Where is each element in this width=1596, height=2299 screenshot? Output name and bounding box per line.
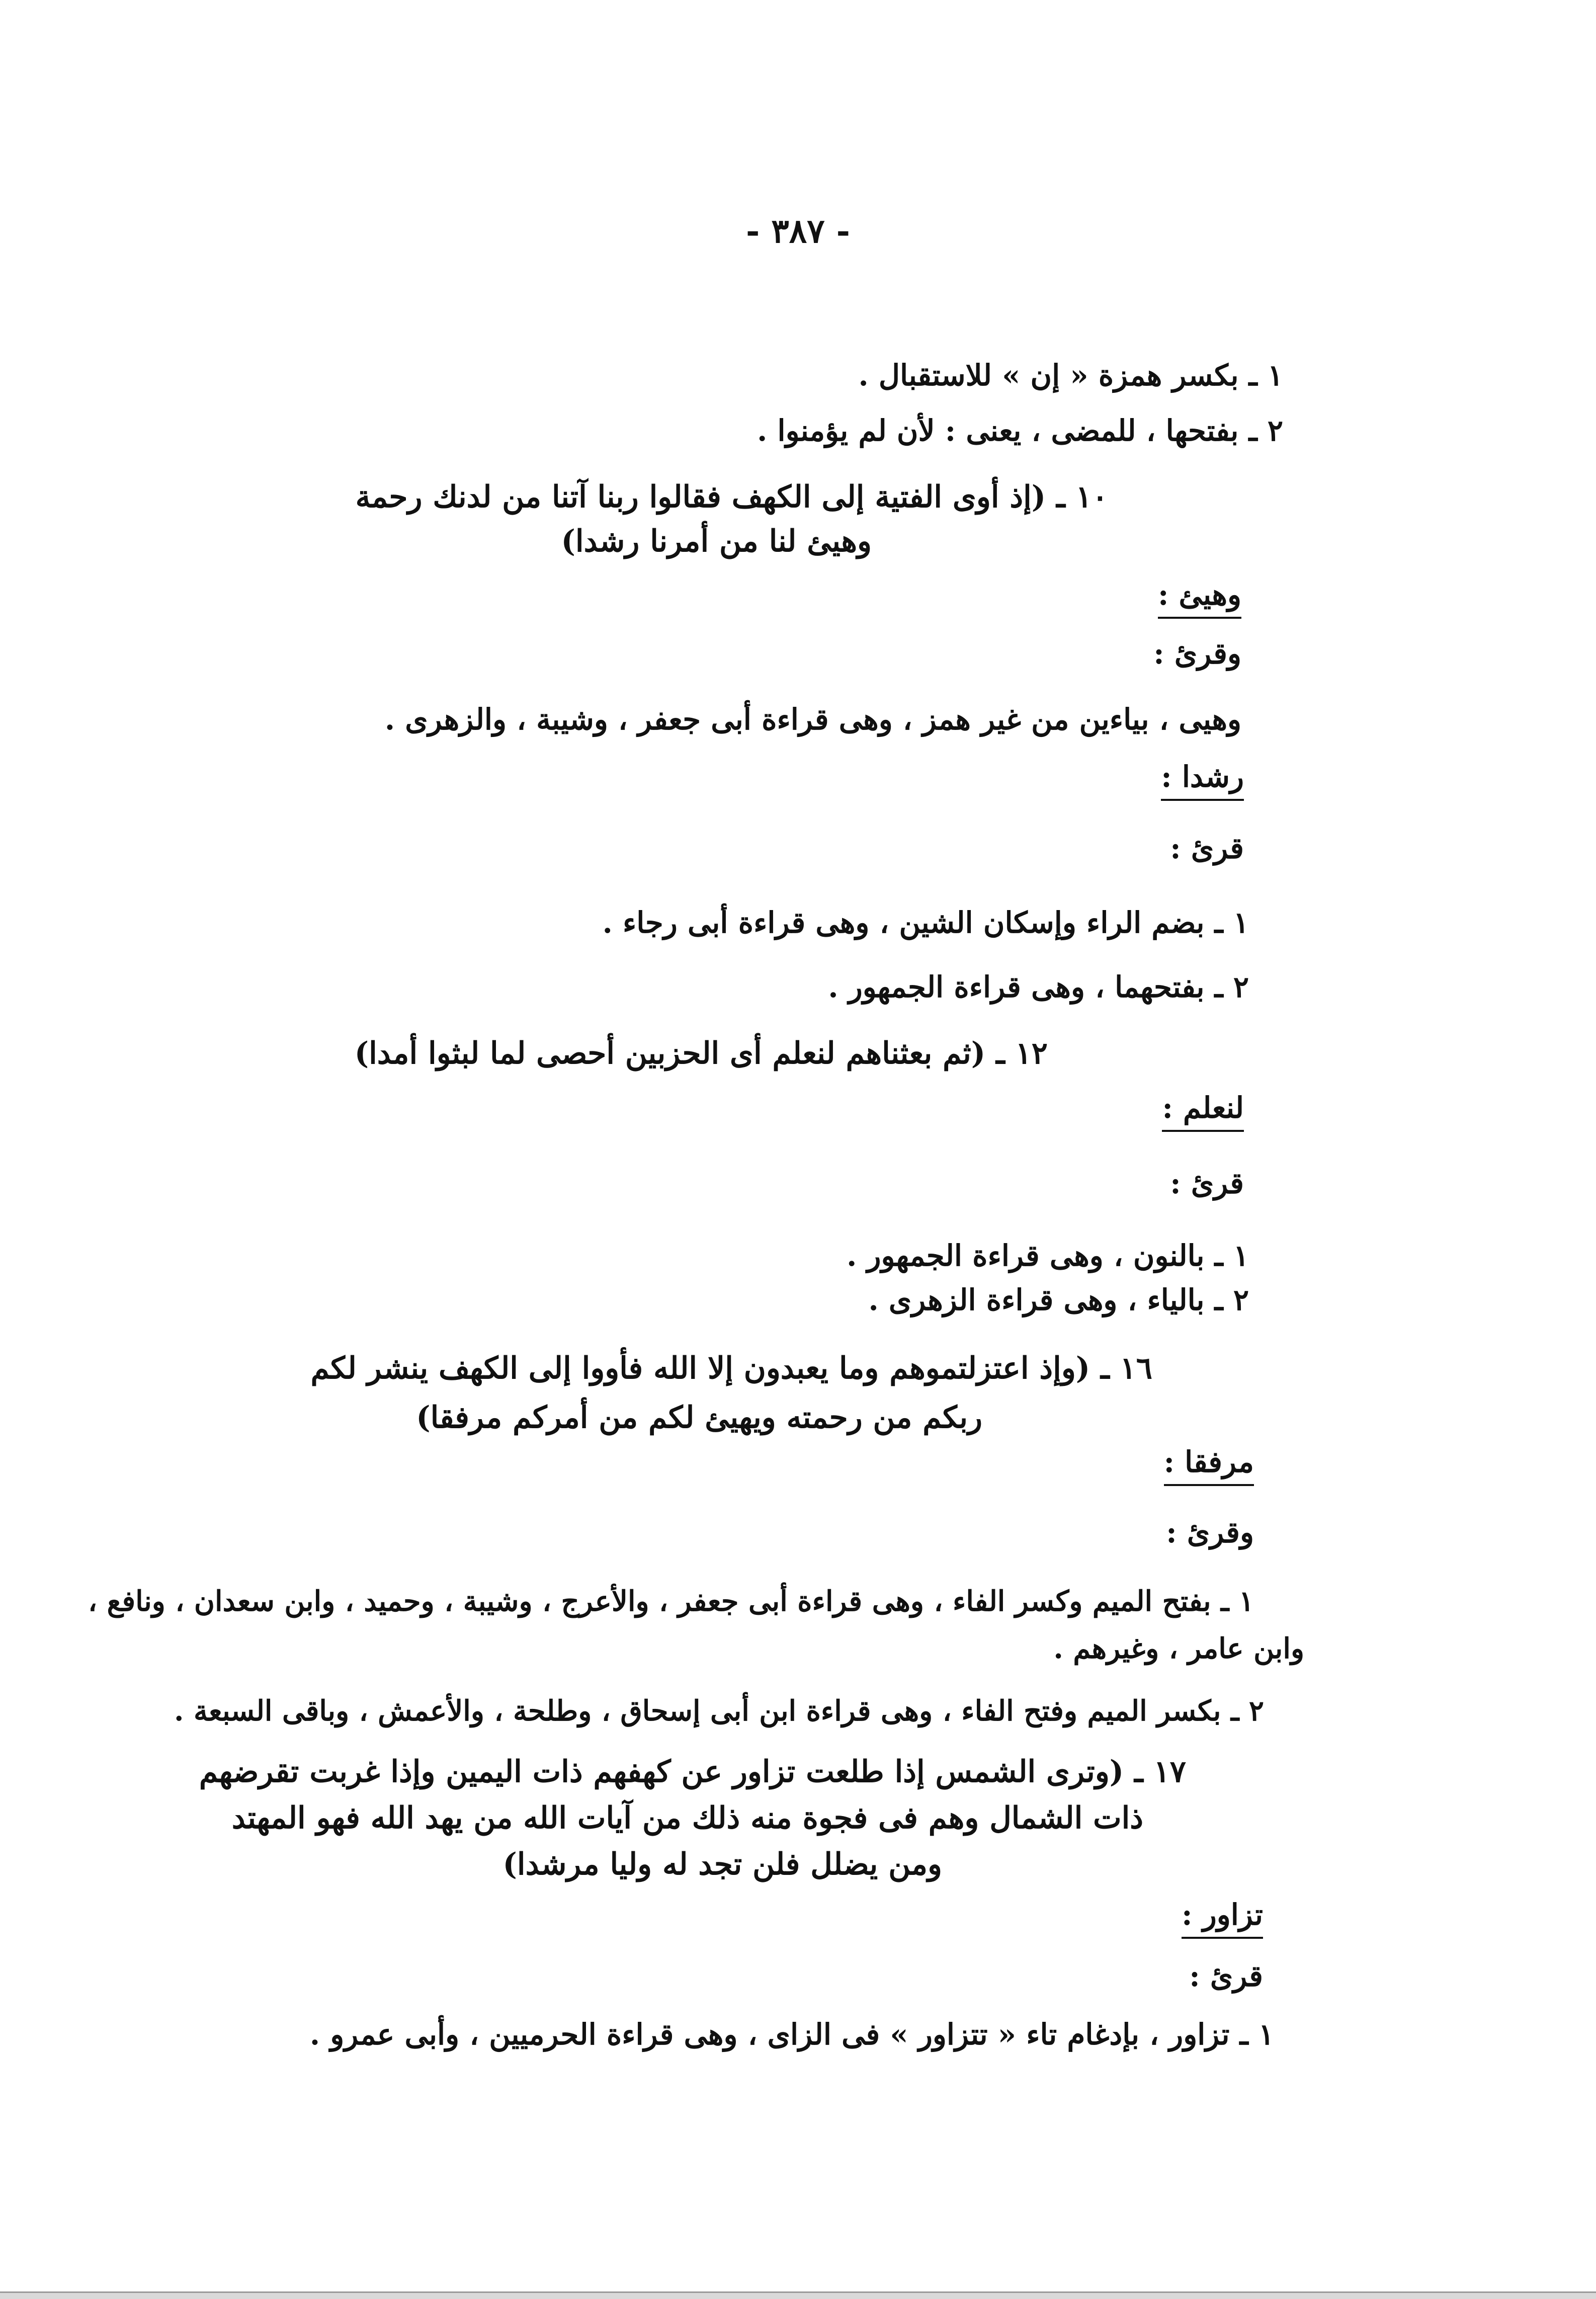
reading-line-rashadan-2: ٢ ـ بفتحهما ، وهى قراءة الجمهور . xyxy=(828,970,1249,1004)
heading-wahayyi: وهيئ : xyxy=(1158,578,1241,619)
reading-line-linalam-2: ٢ ـ بالياء ، وهى قراءة الزهرى . xyxy=(868,1283,1249,1317)
heading-mirfaqa: مرفقا : xyxy=(1164,1445,1254,1486)
verse-17-line-1: ١٧ ـ (وترى الشمس إذا طلعت تزاور عن كهفهم ذات اليمين وإذا غربت تقرضهم xyxy=(199,1754,1186,1789)
verse-10-line-1: ١٠ ـ (إذ أوى الفتية إلى الكهف فقالوا ربنا آتنا من لدنك رحمة xyxy=(355,479,1108,515)
reading-line-mirfaqa-1b: وابن عامر ، وغيرهم . xyxy=(1053,1632,1304,1665)
heading-rashadan: رشدا : xyxy=(1161,760,1244,801)
verse-12: ١٢ ـ (ثم بعثناهم لنعلم أى الحزبين أحصى لما لبثوا أمدا) xyxy=(354,1036,1048,1071)
heading-quri-3: قرئ : xyxy=(1170,1166,1244,1200)
reading-line-rashadan-1: ١ ـ بضم الراء وإسكان الشين ، وهى قراءة أبى رجاء . xyxy=(602,906,1249,940)
heading-quri-5: قرئ : xyxy=(1189,1959,1263,1993)
reading-line-mirfaqa-1a: ١ ـ بفتح الميم وكسر الفاء ، وهى قراءة أبى جعفر ، والأعرج ، وشيبة ، وحميد ، وابن سعدان ، ونافع ، xyxy=(88,1585,1254,1618)
heading-quri-4: وقرئ : xyxy=(1166,1515,1254,1549)
note-line-2: ٢ ـ بفتحها ، للمضى ، يعنى : لأن لم يؤمنوا . xyxy=(757,414,1283,448)
heading-tazawar: تزاور : xyxy=(1182,1898,1263,1939)
verse-17-line-3: ومن يضلل فلن تجد له وليا مرشدا) xyxy=(502,1847,942,1882)
note-line-1: ١ ـ بكسر همزة « إن » للاستقبال . xyxy=(858,358,1283,392)
page-number: - ٣٨٧ - xyxy=(745,211,851,251)
verse-10-line-2: وهيئ لنا من أمرنا رشدا) xyxy=(561,524,872,559)
viewer-bottom-edge xyxy=(0,2291,1596,2299)
verse-17-line-2: ذات الشمال وهم فى فجوة منه ذلك من آيات الله من يهد الله فهو المهتد xyxy=(231,1800,1143,1836)
heading-quri-2: قرئ : xyxy=(1170,831,1244,865)
reading-line-linalam-1: ١ ـ بالنون ، وهى قراءة الجمهور . xyxy=(847,1239,1249,1273)
verse-16-line-2: ربكم من رحمته ويهيئ لكم من أمركم مرفقا) xyxy=(416,1400,982,1435)
heading-quri-1: وقرئ : xyxy=(1153,636,1241,671)
reading-line-wahayyi: وهيى ، بياءين من غير همز ، وهى قراءة أبى جعفر ، وشيبة ، والزهرى . xyxy=(384,702,1241,736)
reading-line-tazawar-1: ١ ـ تزاور ، بإدغام تاء « تتزاور » فى الزاى ، وهى قراءة الحرميين ، وأبى عمرو . xyxy=(309,2017,1274,2051)
verse-16-line-1: ١٦ ـ (وإذ اعتزلتموهم وما يعبدون إلا الله فأووا إلى الكهف ينشر لكم xyxy=(310,1351,1152,1386)
heading-linalam: لنعلم : xyxy=(1162,1091,1244,1132)
reading-line-mirfaqa-2: ٢ ـ بكسر الميم وفتح الفاء ، وهى قراءة ابن أبى إسحاق ، وطلحة ، والأعمش ، وباقى السبعة . xyxy=(174,1694,1264,1728)
